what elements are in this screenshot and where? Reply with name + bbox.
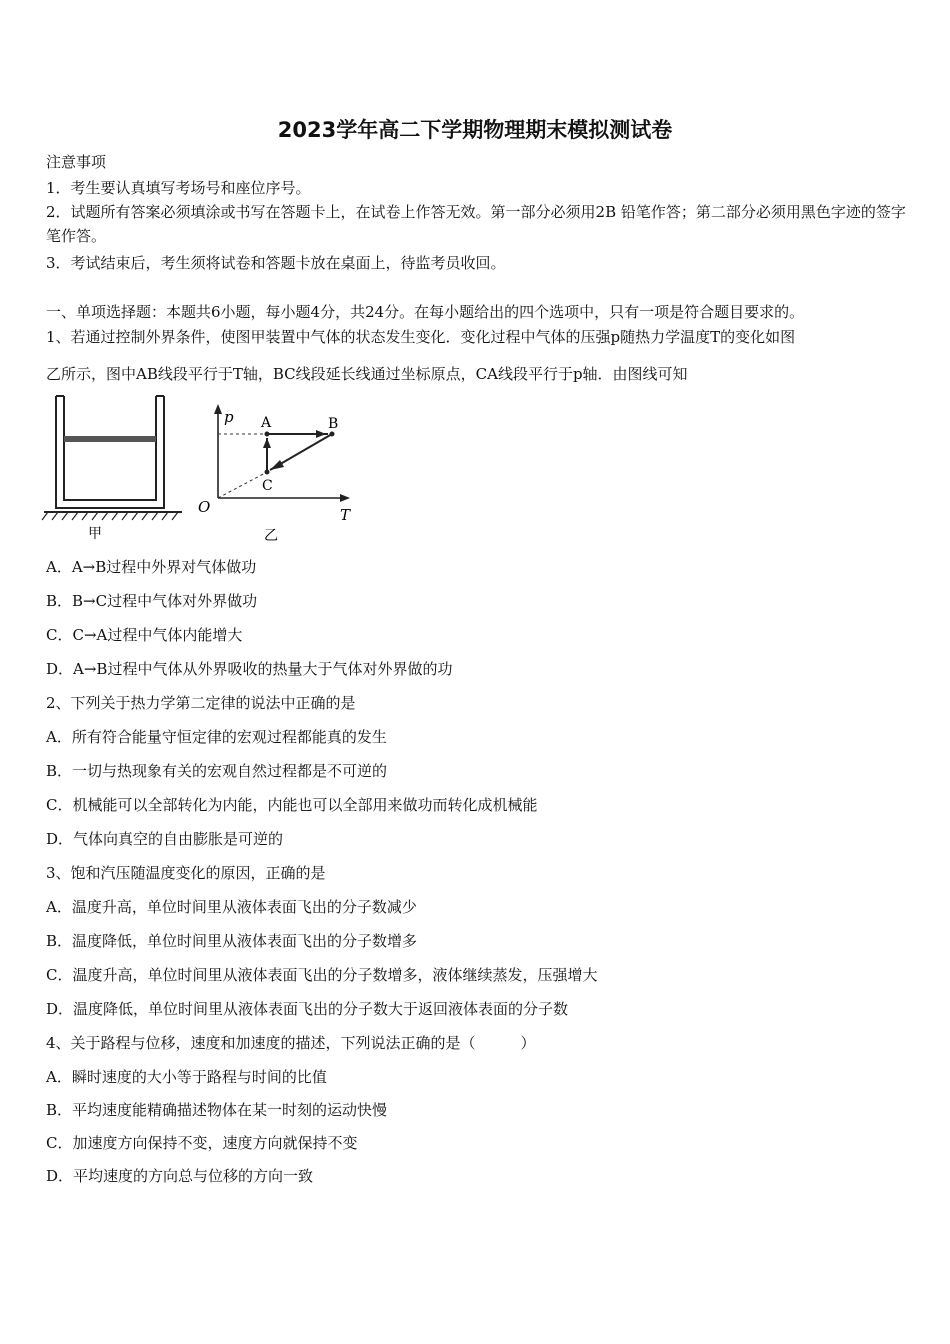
point-A-label: A [261,415,272,431]
q4-option-c: C．加速度方向保持不变，速度方向就保持不变 [46,1134,358,1152]
arrow-BC [270,460,284,470]
q3-option-d: D．温度降低，单位时间里从液体表面飞出的分子数大于返回液体表面的分子数 [46,1000,569,1018]
q4-option-b: B．平均速度能精确描述物体在某一时刻的运动快慢 [46,1101,388,1119]
q4-option-d: D．平均速度的方向总与位移的方向一致 [46,1167,314,1185]
q1-option-d: D．A→B过程中气体从外界吸收的热量大于气体对外界做的功 [46,660,453,678]
figure-jia [40,392,190,542]
axis-p-label: p [224,408,234,426]
q1-option-c: C．C→A过程中气体内能增大 [46,626,243,644]
container-walls [56,396,164,508]
figure-yi [192,400,362,550]
dashed-extension-OC [218,472,267,498]
axis-T-arrow [340,494,350,502]
q2-option-b: B．一切与热现象有关的宏观自然过程都是不可逆的 [46,762,388,780]
q2-option-d: D．气体向真空的自由膨胀是可逆的 [46,830,284,848]
q2-option-c: C．机械能可以全部转化为内能，内能也可以全部用来做功而转化成机械能 [46,796,538,814]
q2-option-a: A．所有符合能量守恒定律的宏观过程都能真的发生 [46,728,387,746]
notice-item-2: 2．试题所有答案必须填涂或书写在答题卡上，在试卷上作答无效。第一部分必须用2B 铅笔作答；第二部分必须用黑色字迹的签字笔作答。 [46,203,906,245]
point-C-label: C [262,478,273,494]
label-jia: 甲 [88,526,102,542]
section-heading: 一、单项选择题：本题共6小题，每小题4分，共24分。在每小题给出的四个选项中，只有一项是符合题目要求的。 [46,303,805,321]
q3-option-a: A．温度升高，单位时间里从液体表面飞出的分子数减少 [46,898,417,916]
page-title: 2023学年高二下学期物理期末模拟测试卷 [277,118,673,142]
q1-option-a: A．A→B过程中外界对气体做功 [46,558,257,576]
q4-stem: 4、关于路程与位移，速度和加速度的描述，下列说法正确的是（ ） [46,1034,536,1052]
notice-item-3: 3．考试结束后，考生须将试卷和答题卡放在桌面上，待监考员收回。 [46,254,506,272]
q4-option-a: A．瞬时速度的大小等于路程与时间的比值 [46,1068,327,1086]
q1-stem-line1: 1、若通过控制外界条件，使图甲装置中气体的状态发生变化．变化过程中气体的压强p随热力学温度T的变化如图 [46,328,796,346]
arrow-CA [263,438,271,448]
arrow-AB [316,430,326,438]
point-B [330,432,335,437]
q2-stem: 2、下列关于热力学第二定律的说法中正确的是 [46,694,356,712]
axis-T-label: T [340,506,351,524]
axis-p-arrow [214,404,222,414]
q3-stem: 3、饱和汽压随温度变化的原因，正确的是 [46,864,326,882]
label-yi: 乙 [264,528,278,544]
q1-stem-line2: 乙所示，图中AB线段平行于T轴，BC线段延长线通过坐标原点，CA线段平行于p轴．由图线可知 [46,365,688,383]
piston [64,436,156,442]
q3-option-c: C．温度升高，单位时间里从液体表面飞出的分子数增多，液体继续蒸发，压强增大 [46,966,598,984]
point-A [265,432,270,437]
notice-heading: 注意事项 [46,153,107,171]
q3-option-b: B．温度降低，单位时间里从液体表面飞出的分子数增多 [46,932,418,950]
ground-hatch [42,512,178,520]
q1-option-b: B．B→C过程中气体对外界做功 [46,592,258,610]
point-C [265,470,270,475]
notice-item-1: 1．考生要认真填写考场号和座位序号。 [46,179,311,197]
point-B-label: B [328,416,339,432]
origin-label: O [198,498,211,516]
